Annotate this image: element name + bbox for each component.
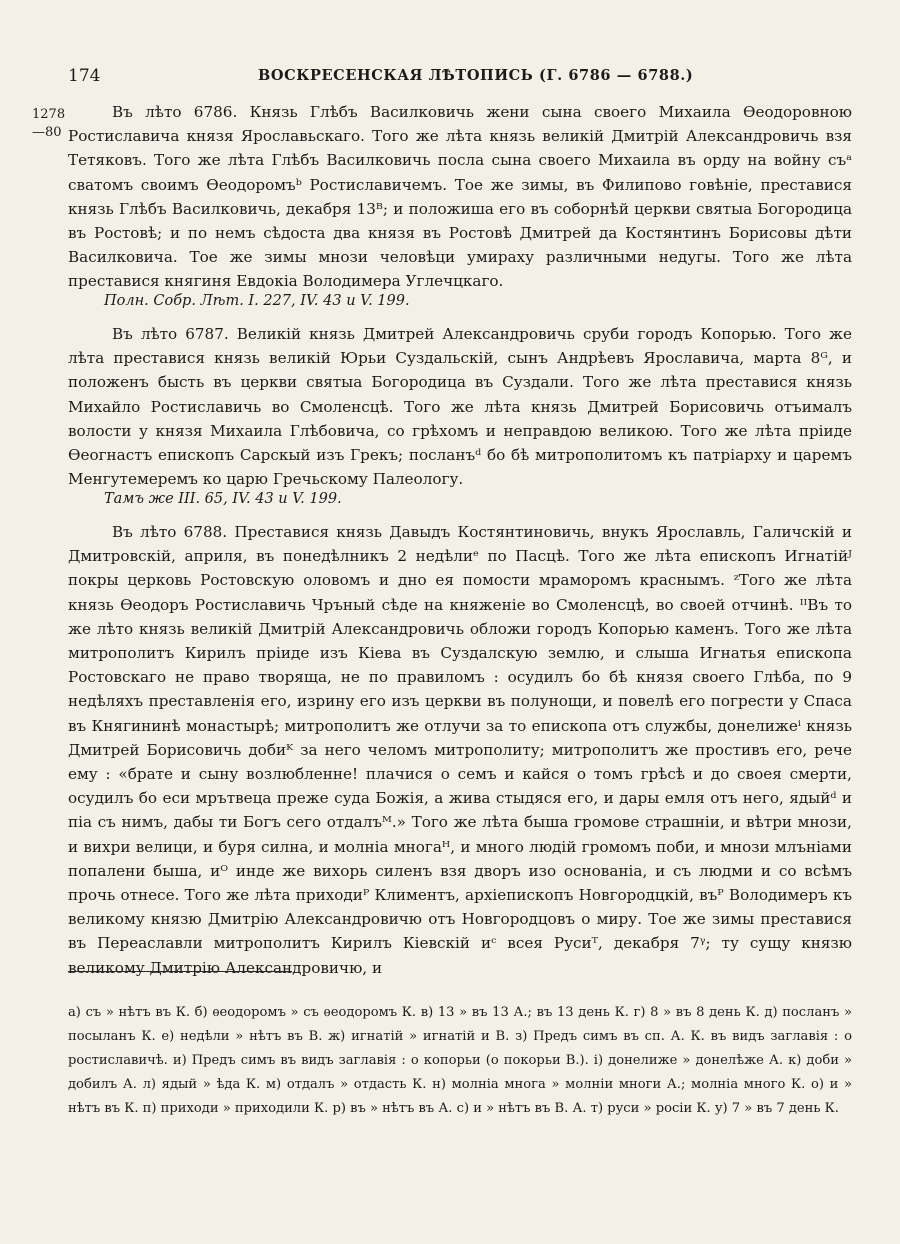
running-title: ВОСКРЕСЕНСКАЯ ЛѢТОПИСЬ (Г. 6786 — 6788.) <box>258 67 694 84</box>
entry-source: Полн. Собр. Лѣт. I. 227, IV. 43 и V. 199. <box>104 293 410 309</box>
entry-6786 <box>68 100 852 294</box>
footnotes-text: а) съ » нѣтъ въ К. б) ѳеодоромъ » съ ѳеодоромъ К. в) 13 » въ 13 А.; въ 13 день К. г) 8 » въ 8 день К. д) посланъ » посыланъ К. е) недѣли » нѣтъ въ В. ж) игнатій » игнатій и В. з) Предъ симъ въ сп. А. К. въ видъ заглавія : о ростиславичѣ. и) Предъ симъ въ видъ заглавія : о копорьи (о покорьи В.). і) донелиже » донелѣже А. к) доби » добилъ А. л) ядый » ѣда К. м) отдалъ » отдасть К. н) молніа многа » молніи многи А.; молніа много К. о) и » нѣтъ въ К. п) приходи » приходили К. р) въ » нѣтъ въ А. с) и » нѣтъ въ В. А. т) руси » росіи К. у) 7 » въ 7 день К. <box>68 1005 852 1116</box>
entry-6788 <box>68 520 852 980</box>
footnotes <box>68 1001 852 1121</box>
entry-6787-source <box>68 488 852 510</box>
entry-6787 <box>68 322 852 491</box>
margin-year-note <box>32 106 65 142</box>
entry-source: Тамъ же III. 65, IV. 43 и V. 199. <box>104 491 342 507</box>
entry-6786-source <box>68 290 852 312</box>
entry-text: Въ лѣто 6787. Великій князь Дмитрей Александровичь сруби городъ Копорью. Того же лѣта преставися князь великій Юрьи Суздальскій, сынъ Андрѣевъ Ярославича, марта 8ᴳ, и положенъ бысть въ церкви святыа Богородица въ Суздали. Того же лѣта преставися князь Михайло Ростиславичь во Смоленсцѣ. Того же лѣта князь Дмитрей Борисовичь отъималъ волости у князя Михаила Глѣбовича, со грѣхомъ и неправдою великою. Того же лѣта пріиде Ѳеогнастъ епископъ Сарскый изъ Грекъ; посланъᵈ бо бѣ митрополитомъ къ патріарху и царемъ Менгутемеремъ ко царю Гречьскому Палеологу. <box>68 325 852 489</box>
page-header <box>68 66 830 90</box>
page-number: 174 <box>68 66 101 86</box>
margin-year-top: 1278 <box>32 107 66 122</box>
footnote-divider <box>68 971 292 972</box>
entry-text: Въ лѣто 6788. Преставися князь Давыдъ Костянтиновичь, внукъ Ярославль, Галичскій и Дмитровскій, априля, въ понедѣлникъ 2 недѣлиᵉ по Пасцѣ. Того же лѣта епископъ Игнатійᴶ покры церковь Ростовскую оловомъ и дно ея помости мраморомъ краснымъ. ᶻТого же лѣта князь Ѳеодоръ Ростиславичь Чръный сѣде на княженіе во Смоленсцѣ, во своей отчинѣ. ᴵᴵВъ то же лѣто князь великій Дмитрій Александровичь обложи городъ Копорью каменъ. Того же лѣта митрополитъ Кирилъ пріиде изъ Кіева въ Суздалскую землю, и слыша Игнатья епископа Ростовскаго не право творяща, не по правиломъ : осудилъ бо бѣ князя своего Глѣба, по 9 недѣляхъ преставленія его, изрину его изъ церкви въ полунощи, и повелѣ его погрести у Спаса въ Княгининѣ монастырѣ; митрополитъ же отлучи за то епископа отъ службы, донелижеⁱ князь Дмитрей Борисовичь добиᴷ за него челомъ митрополиту; митрополитъ же простивъ его, рече ему : «брате и сыну возлюбленне! плачися о семъ и кайся о томъ грѣсѣ и до своея смерти, осудилъ бо еси мрътвеца преже суда Божія, а жива стыдяся его, и дары емля отъ него, ядыйᵈ и піа съ нимъ, дабы ти Богъ сего отдалъᴹ.» Того же лѣта быша громове страшніи, и вѣтри мнози, и вихри велици, и буря силна, и молніа многаᴴ, и много людій громомъ поби, и мнози млъніами попалени быша, иᴼ инде же вихорь силенъ взя дворъ изо основаніа, и съ людми и со всѣмъ прочь отнесе. Того же лѣта приходиᴾ Климентъ, архіепископъ Новгородцкій, въᴾ Володимеръ къ великому князю Дмитрію Александровичю отъ Новгородцовъ о миру. Тое же зимы преставися въ Переаславли митрополитъ Кирилъ Кіевскій иᶜ всея Русиᵀ, декабря 7ᵞ; ту сущу князю великому Дмитрію Александровичю, и <box>68 523 852 977</box>
entry-text: Въ лѣто 6786. Князь Глѣбъ Василковичь жени сына своего Михаила Ѳеодоровною Ростиславича князя Ярославьскаго. Того же лѣта князь великій Дмитрій Александровичь взя Тетяковъ. Того же лѣта Глѣбъ Василковичь посла сына своего Михаила въ орду на войну съᵃ сватомъ своимъ Ѳеодоромъᵇ Ростиславичемъ. Тое же зимы, въ Филипово говѣніе, преставися князь Глѣбъ Василковичь, декабря 13ᴮ; и положиша его въ соборнѣй церкви святыа Богородица въ Ростовѣ; и по немъ сѣдоста два князя въ Ростовѣ Дмитрей да Костянтинъ Борисовы дѣти Василковича. Тое же зимы мнози человѣци умираху различными недугы. Того же лѣта преставися княгиня Евдокіа Володимера Углечцкаго. <box>68 103 852 291</box>
margin-year-bottom: —80 <box>32 125 62 140</box>
